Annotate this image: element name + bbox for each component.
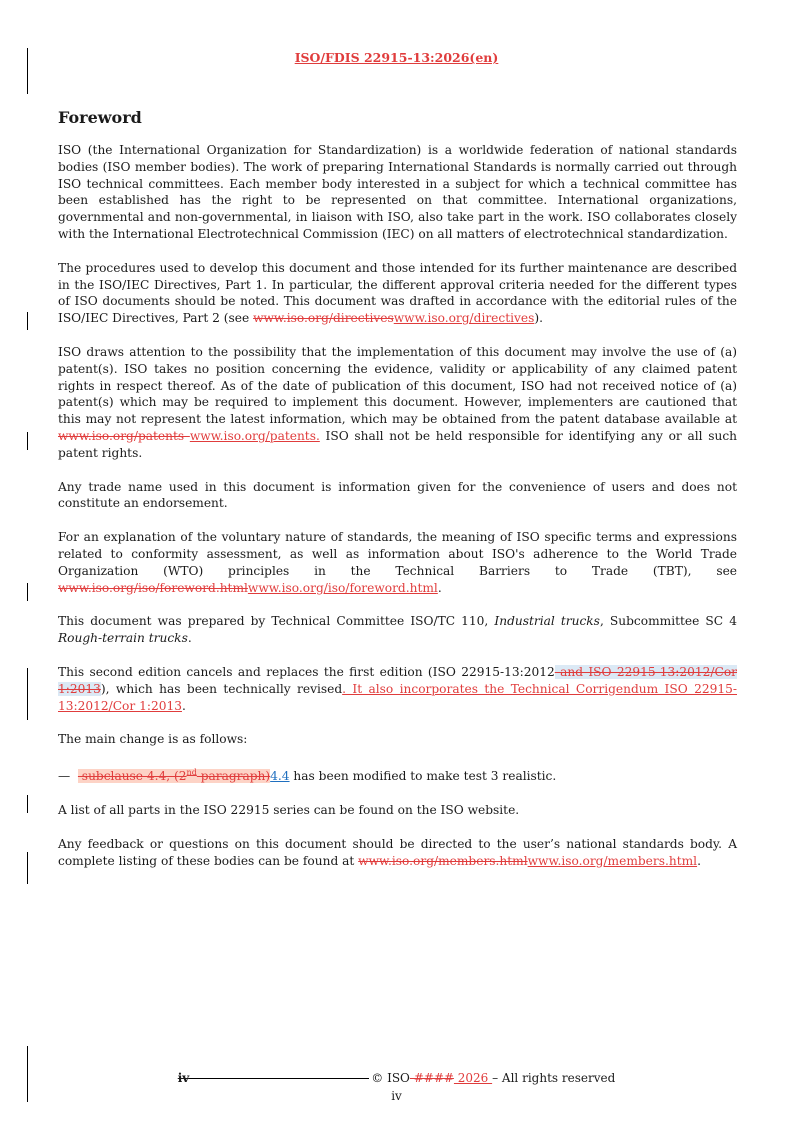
change-bar bbox=[27, 312, 28, 330]
footer-rule bbox=[189, 1078, 369, 1079]
deleted-link[interactable]: www.iso.org/patents bbox=[58, 428, 190, 443]
paragraph-main-change: The main change is as follows: bbox=[58, 732, 248, 747]
paragraph-iso-intro: ISO (the International Organization for Standardization) is a worldwide federation of national standards bodies (ISO member bodies). The work of preparing International Standards is normally carried out through ISO technical committees. Each member body interested in a subject for which a technical committee has been established has the right to be represented on that committee. International organizations, governmental and non-governmental, in liaison with ISO, also take part in the work. ISO collaborates closely with the International Electrotechnical Commission (IEC) on all matters of electrotechnical standardization. bbox=[58, 143, 737, 241]
change-bar bbox=[27, 852, 28, 884]
paragraph-procedures: The procedures used to develop this document and those intended for its further maintenance are described in the ISO/IEC Directives, Part 1. In particular, the different approval criteria needed for the different types of ISO documents should be noted. This document was drafted in accordance with the editorial rules of the ISO/IEC Directives, Part 2 (see www.iso.org/directiveswww.iso.org/directives). bbox=[58, 260, 737, 326]
inserted-link[interactable]: www.iso.org/directives bbox=[393, 311, 535, 326]
inserted-text: . It also incorporates the Technical Corrigendum ISO 22915-13:2012/Cor 1:2013 bbox=[58, 681, 737, 713]
paragraph-trade-name: Any trade name used in this document is information given for the convenience of users and does not constitute an endorsement. bbox=[58, 479, 737, 511]
change-bar bbox=[27, 583, 28, 601]
change-bar bbox=[27, 432, 28, 450]
deleted-link[interactable]: www.iso.org/iso/foreword.html bbox=[58, 580, 248, 595]
clause-reference-link[interactable]: 4.4 bbox=[270, 769, 290, 784]
deleted-link[interactable]: www.iso.org/directives bbox=[253, 311, 394, 326]
inserted-link[interactable]: www.iso.org/patents. bbox=[189, 428, 320, 443]
paragraph-patents: ISO draws attention to the possibility that the implementation of this document may involve the use of (a) patent(s). ISO takes no position concerning the evidence, validity or applicability of any claimed patent rights in respect thereof. As of the date of publication of this document, ISO had not received notice of (a) patent(s) which may be required to implement this document. However, implementers are cautioned that this may not represent the latest information, which may be obtained from the patent database available at www.iso.org/patents www.iso.org/patents. ISO shall not be held responsible for identifying any or all such patent rights. bbox=[58, 344, 737, 460]
paragraph-edition: This second edition cancels and replaces the first edition (ISO 22915-13:2012 and ISO 22915-13:2012/Cor 1:2013), which has been technically revised. It also incorporates the Technical Corrigendum ISO 22915-13:2012/Cor 1:2013. bbox=[58, 664, 738, 713]
footer-copyright: iv © ISO #### 2026 – All rights reserved bbox=[177, 1071, 616, 1085]
paragraph-committee: This document was prepared by Technical Committee ISO/TC 110, Industrial trucks, Subcommittee SC 4 Rough-terrain trucks. bbox=[58, 614, 737, 646]
deleted-link[interactable]: www.iso.org/members.html bbox=[358, 853, 528, 868]
inserted-link[interactable]: www.iso.org/members.html bbox=[527, 853, 698, 868]
paragraph-voluntary-nature: For an explanation of the voluntary nature of standards, the meaning of ISO specific terms and expressions related to conformity assessment, as well as information about ISO's adherence to the World Trade Organization (WTO) principles in the Technical Barriers to Trade (TBT), see www.iso.org/iso/foreword.htmlwww.iso.org/iso/foreword.html. bbox=[58, 530, 737, 595]
section-title: Foreword bbox=[58, 108, 142, 127]
change-list-item: — subclause 4.4, (2nd paragraph)4.4 has been modified to make test 3 realistic. bbox=[58, 768, 557, 784]
deleted-text: subclause 4.4, (2nd paragraph) bbox=[77, 768, 271, 784]
change-bar bbox=[27, 795, 28, 813]
foreword-body bbox=[58, 142, 737, 886]
deleted-page-number: iv bbox=[177, 1071, 190, 1085]
inserted-link[interactable]: www.iso.org/iso/foreword.html bbox=[247, 580, 438, 595]
deleted-text: and ISO 22915-13:2012/Cor 1:2013 bbox=[58, 664, 738, 696]
paragraph-feedback: Any feedback or questions on this document should be directed to the user’s national standards body. A complete listing of these bodies can be found at www.iso.org/members.htmlwww.iso.org/members.html. bbox=[58, 836, 737, 868]
page-number: iv bbox=[391, 1089, 402, 1103]
change-bar bbox=[27, 668, 28, 720]
document-id-header: ISO/FDIS 22915-13:2026(en) bbox=[294, 50, 499, 65]
paragraph-parts-list: A list of all parts in the ISO 22915 series can be found on the ISO website. bbox=[58, 802, 520, 817]
